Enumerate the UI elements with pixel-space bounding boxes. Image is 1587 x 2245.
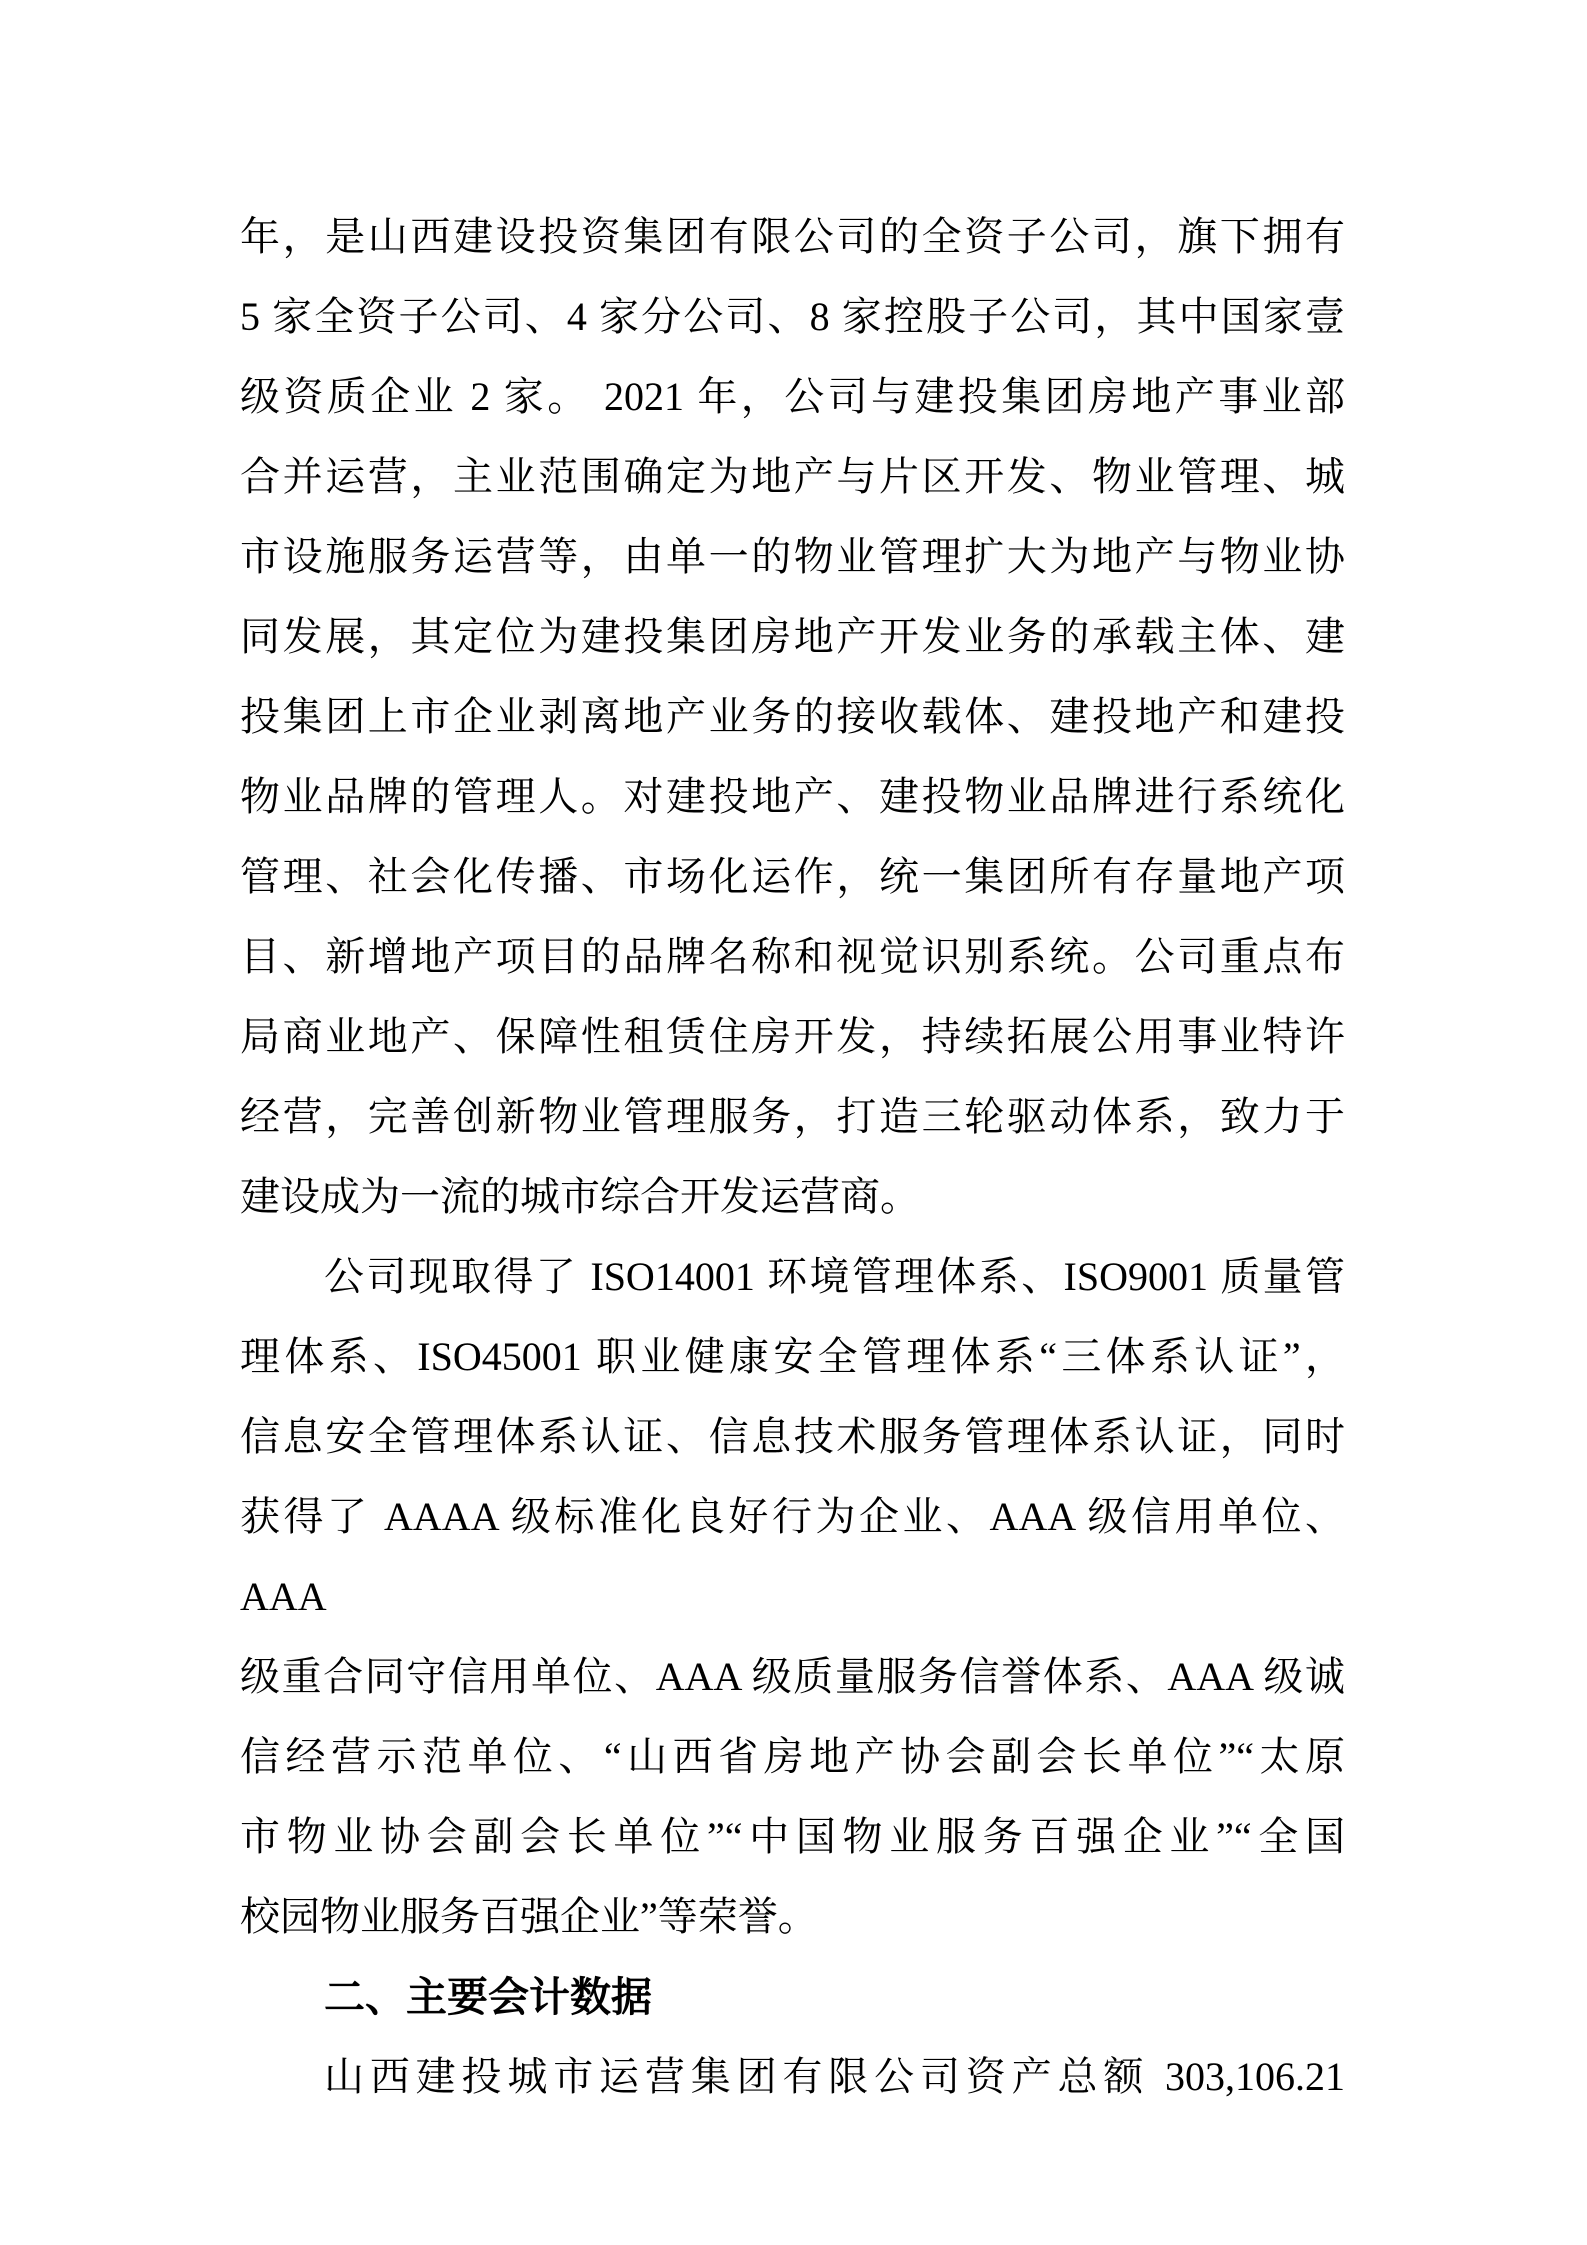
text-line: 信经营示范单位、“山西省房地产协会副会长单位”“太原 [240,1734,1345,1779]
text-line: 5 家全资子公司、4 家分公司、8 家控股子公司，其中国家壹 [240,294,1345,339]
text-line: 市设施服务运营等，由单一的物业管理扩大为地产与物业协 [240,534,1345,579]
text-line: 信息安全管理体系认证、信息技术服务管理体系认证，同时 [240,1414,1345,1459]
text-line: 目、新增地产项目的品牌名称和视觉识别系统。公司重点布 [240,934,1345,979]
text-line: 公司现取得了 ISO14001 环境管理体系、ISO9001 质量管 [324,1254,1345,1299]
text-line: 年，是山西建设投资集团有限公司的全资子公司，旗下拥有 [240,214,1345,259]
text-line: 级资质企业 2 家。 2021 年，公司与建投集团房地产事业部 [240,374,1345,419]
text-line: 校园物业服务百强企业”等荣誉。 [240,1894,818,1939]
text-line: 局商业地产、保障性租赁住房开发，持续拓展公用事业特许 [240,1014,1345,1059]
text-line: 同发展，其定位为建投集团房地产开发业务的承载主体、建 [240,614,1345,659]
text-block [240,197,1345,2117]
text-line: 经营，完善创新物业管理服务，打造三轮驱动体系，致力于 [240,1094,1345,1139]
text-line: 获得了 AAAA 级标准化良好行为企业、AAA 级信用单位、AAA [240,1494,1345,1619]
text-line: 级重合同守信用单位、AAA 级质量服务信誉体系、AAA 级诚 [240,1654,1345,1699]
text-line: 物业品牌的管理人。对建投地产、建投物业品牌进行系统化 [240,774,1345,819]
text-line: 管理、社会化传播、市场化运作，统一集团所有存量地产项 [240,854,1345,899]
text-line: 建设成为一流的城市综合开发运营商。 [240,1174,920,1219]
text-line: 合并运营，主业范围确定为地产与片区开发、物业管理、城 [240,454,1345,499]
text-line: 投集团上市企业剥离地产业务的接收载体、建投地产和建投 [240,694,1345,739]
text-line: 理体系、ISO45001 职业健康安全管理体系“三体系认证”， [240,1334,1345,1379]
section-heading: 二、主要会计数据 [324,1974,652,2020]
text-line: 市物业协会副会长单位”“中国物业服务百强企业”“全国 [240,1814,1345,1859]
text-line: 山西建投城市运营集团有限公司资产总额 303,106.21 [324,2054,1345,2099]
